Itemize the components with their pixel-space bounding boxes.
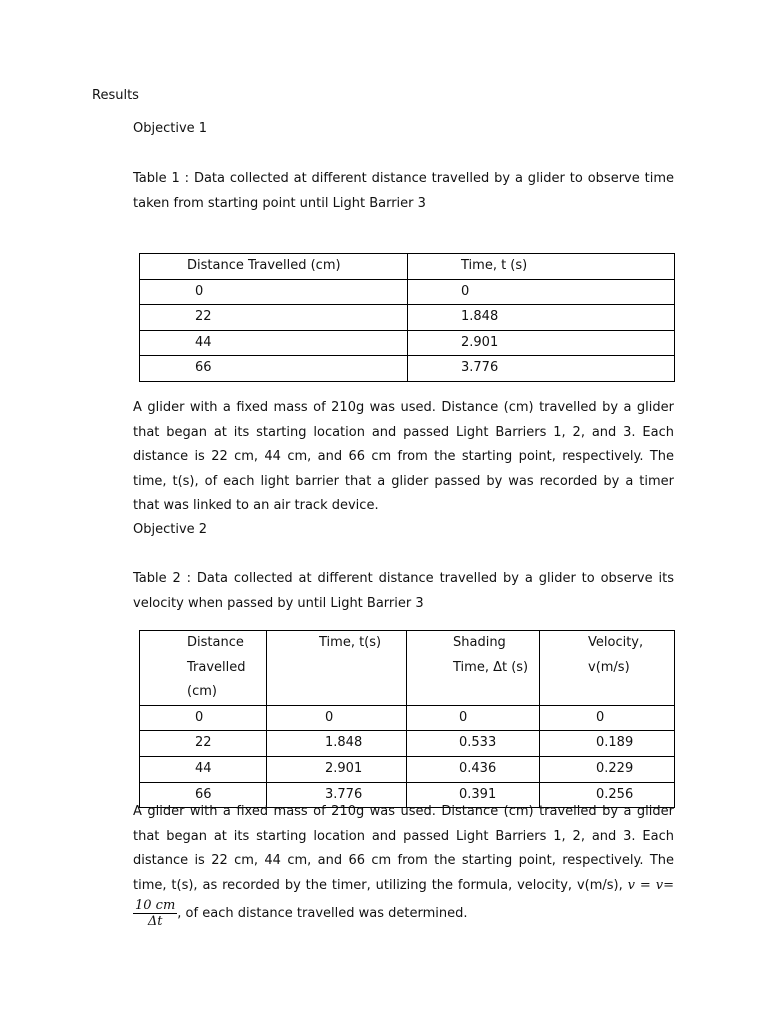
- table-2-caption: Table 2 : Data collected at different distance travelled by a glider to observe its velocity when passed by until Light Barrier 3: [133, 571, 674, 611]
- table-row: [140, 305, 675, 331]
- table-1: [139, 253, 675, 382]
- table-cell: 44: [140, 330, 408, 356]
- table-cell: 3.776: [408, 356, 675, 382]
- table-cell: 0: [408, 279, 675, 305]
- objective-2-label: Objective 2: [133, 522, 208, 537]
- table-cell: 66: [140, 356, 408, 382]
- table-row: [140, 705, 675, 731]
- column-header-time: Time, t (s): [408, 254, 675, 280]
- column-header-velocity: Velocity, v(m/s): [540, 631, 675, 706]
- table-cell: 44: [140, 756, 267, 782]
- table-cell: 0: [140, 705, 267, 731]
- table-header-row: [140, 254, 675, 280]
- velocity-formula-lhs: v =: [627, 877, 651, 893]
- objective-2-paragraph-tail: , of each distance travelled was determined.: [177, 906, 468, 922]
- table-cell: 0: [140, 279, 408, 305]
- table-cell: 0: [540, 705, 675, 731]
- table-cell: 22: [140, 731, 267, 757]
- formula-numerator: 10 cm: [135, 898, 176, 914]
- table-cell: 0.391: [407, 782, 540, 808]
- formula-denominator: Δt: [147, 914, 163, 930]
- table-cell: 0.229: [540, 756, 675, 782]
- table-cell: 0.189: [540, 731, 675, 757]
- table-cell: 1.848: [267, 731, 407, 757]
- table-cell: 2.901: [267, 756, 407, 782]
- column-header-distance: Distance Travelled (cm): [140, 631, 267, 706]
- table-cell: 0: [267, 705, 407, 731]
- table-cell: 22: [140, 305, 408, 331]
- table-row: [140, 756, 675, 782]
- table-cell: 66: [140, 782, 267, 808]
- velocity-formula-fraction: [133, 898, 177, 929]
- table-2: [139, 630, 675, 808]
- objective-2-paragraph: [133, 800, 674, 929]
- table-cell: 0: [407, 705, 540, 731]
- column-header-distance: Distance Travelled (cm): [140, 254, 408, 280]
- column-header-time: Time, t(s): [267, 631, 407, 706]
- table-row: [140, 731, 675, 757]
- table-cell: 1.848: [408, 305, 675, 331]
- objective-1-label: Objective 1: [133, 121, 208, 136]
- velocity-formula-prefix: v=: [655, 877, 674, 893]
- table-1-caption: Table 1 : Data collected at different distance travelled by a glider to observe time taken from starting point until Light Barrier 3: [133, 171, 674, 211]
- table-cell: 0.533: [407, 731, 540, 757]
- column-header-shading-time: Shading Time, Δt (s): [407, 631, 540, 706]
- table-cell: 0.256: [540, 782, 675, 808]
- table-cell: 3.776: [267, 782, 407, 808]
- table-row: [140, 356, 675, 382]
- table-cell: 0.436: [407, 756, 540, 782]
- table-header-row: [140, 631, 675, 706]
- table-row: [140, 330, 675, 356]
- table-cell: 2.901: [408, 330, 675, 356]
- objective-1-paragraph: A glider with a fixed mass of 210g was used. Distance (cm) travelled by a glider that began at its starting location and passed Light Barriers 1, 2, and 3. Each distance is 22 cm, 44 cm, and 66 cm from the starting point, respectively. The time, t(s), of each light barrier that a glider passed by was recorded by a timer that was linked to an air track device.: [133, 400, 674, 514]
- objective-2-paragraph-text: A glider with a fixed mass of 210g was used. Distance (cm) travelled by a glider that began at its starting location and passed Light Barriers 1, 2, and 3. Each distance is 22 cm, 44 cm, and 66 cm from the starting point, respectively. The time, t(s), as recorded by the timer, utilizing the formula, velocity, v(m/s),: [133, 804, 674, 893]
- table-row: [140, 279, 675, 305]
- results-heading: Results: [92, 88, 139, 103]
